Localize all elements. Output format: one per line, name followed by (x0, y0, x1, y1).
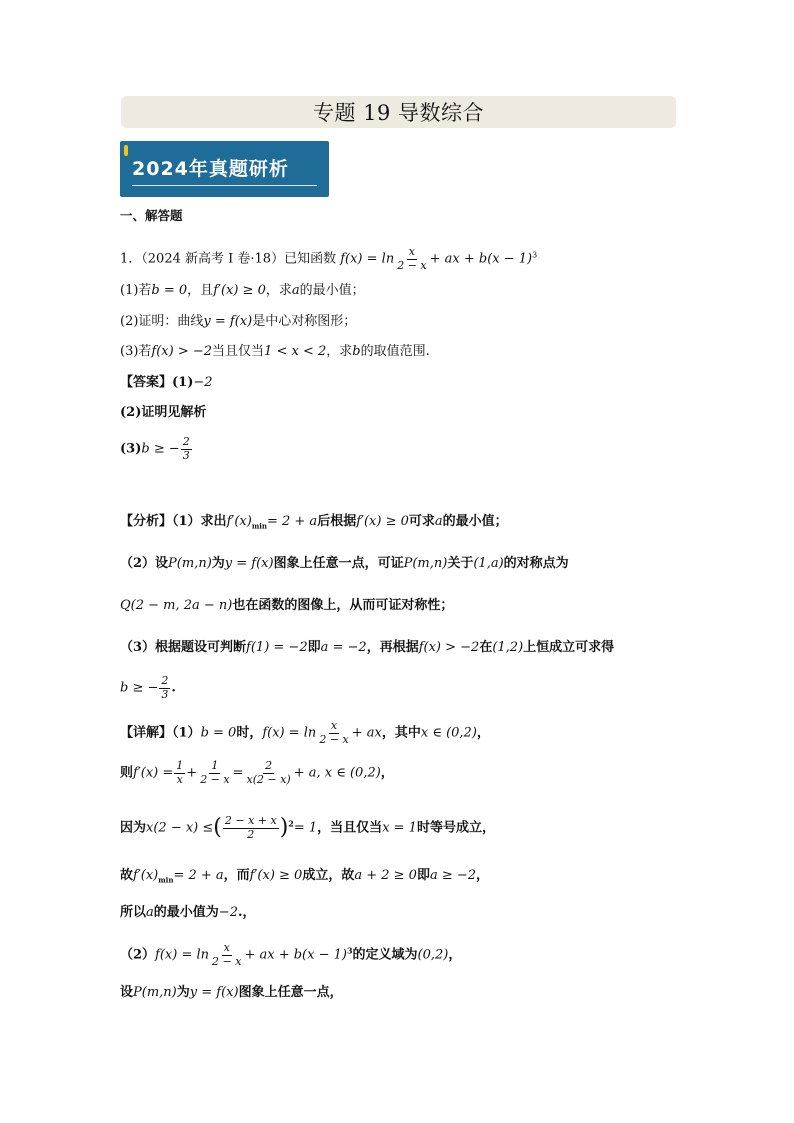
fraction (317, 720, 350, 746)
detail-5 (120, 906, 256, 919)
text: 是中心对称图形； (252, 314, 357, 329)
frac-num: 2 (182, 435, 190, 448)
fraction (210, 942, 243, 968)
math: (1,a) (473, 556, 504, 571)
text: ，其中 (381, 725, 421, 741)
math: P(m,n) (133, 985, 177, 1000)
math: f′(x) ≥ 0 (249, 868, 303, 883)
text: .， (237, 905, 256, 920)
math: + a, x ∈ (0,2) (293, 765, 381, 781)
math: = 1 (293, 820, 318, 836)
frac-den: 2 − x (397, 258, 427, 272)
function-fraction (395, 246, 428, 272)
math: f(x) = ln (155, 947, 210, 963)
answer-label: 【答案】 (120, 375, 173, 390)
text: (1)若 (120, 283, 152, 298)
math: f′(x) ≥ 0 (356, 514, 409, 529)
math: = 2 + a (173, 868, 224, 883)
document-title-bar (121, 96, 676, 128)
text: 也在函数的图像上，从而可证对称性； (232, 598, 454, 613)
text: 当且仅当 (212, 344, 265, 359)
text: （1） (172, 725, 201, 741)
math: b (352, 344, 361, 359)
text: 为 (176, 985, 190, 1000)
function-rest: + ax + b(x − 1) (429, 251, 533, 267)
problem-part-2 (120, 315, 356, 328)
math: P(m,n) (168, 556, 212, 571)
text: 则 (120, 765, 134, 781)
math: −2 (193, 375, 213, 390)
text: 即 (307, 640, 321, 655)
text: 图象上任意一点， (238, 985, 343, 1000)
text: 的最小值为 (153, 905, 219, 920)
text: ，且 (187, 283, 214, 298)
text: 的对称点为 (503, 556, 569, 571)
math: a ≥ −2 (429, 868, 477, 883)
math: b ≥ − (141, 441, 180, 457)
detail-2 (120, 760, 394, 786)
math: f′(x) (226, 514, 252, 529)
math: a + 2 ≥ 0 (354, 868, 417, 883)
text: 关于 (447, 556, 474, 571)
math: + ax + b(x − 1) (244, 947, 347, 963)
math: Q(2 − m, 2a − n) (120, 598, 233, 613)
text: 因为 (120, 820, 147, 836)
frac-den: 2 − x (200, 772, 230, 786)
text: 的取值范围. (360, 344, 430, 359)
text: ，而 (223, 868, 250, 883)
text: 上恒成立可求得 (523, 640, 615, 655)
frac-den: 3 (182, 448, 190, 462)
text: 成立，故 (302, 868, 355, 883)
detail-7 (120, 986, 343, 999)
text: (2)证明：曲线 (120, 314, 204, 329)
math-sub: min (158, 875, 174, 885)
text: 时， (236, 725, 263, 741)
text: 的最小值； (442, 514, 508, 529)
problem-source: （2024 新高考 I 卷·18）已知函数 (141, 251, 337, 267)
text: 即 (416, 868, 430, 883)
math: a (291, 283, 300, 298)
frac-num: x (330, 719, 338, 732)
problem-part-1 (120, 284, 365, 297)
math: f(1) = −2 (246, 640, 308, 655)
math: x(2 − x) ≤ (146, 820, 214, 836)
text: ， (448, 947, 462, 963)
text: ，求 (326, 344, 353, 359)
banner-notch (124, 145, 128, 156)
math: y = f(x) (189, 985, 239, 1000)
analysis-5 (120, 675, 176, 701)
paren-open: ( (213, 815, 222, 841)
text: 可求 (408, 514, 435, 529)
problem-part-3 (120, 345, 430, 358)
text: 图象上任意一点，可证 (273, 556, 404, 571)
math: y = f(x) (224, 556, 274, 571)
fraction (181, 436, 192, 462)
text: 所以 (120, 905, 147, 920)
paren-close: ) (279, 815, 289, 841)
text: ，再根据 (366, 640, 419, 655)
banner-text: 2024年真题研析 (132, 154, 317, 186)
math: b = 0 (151, 283, 188, 298)
text: （2）设 (120, 556, 169, 571)
text: ，求 (265, 283, 292, 298)
text: 的定义域为 (352, 947, 418, 963)
math: f′(x) ≥ 0 (213, 283, 266, 298)
answer-3 (120, 436, 193, 462)
math: f(x) = ln (262, 725, 317, 741)
text: 在 (479, 640, 493, 655)
year-banner (120, 141, 329, 197)
frac-num: x (223, 941, 230, 954)
text: ， (476, 868, 490, 883)
section-heading: 一、解答题 (120, 208, 183, 223)
math: (1,2) (492, 640, 524, 655)
frac-den: x(2 − x) (246, 772, 291, 786)
math: a (434, 514, 443, 529)
text: 后根据 (317, 514, 357, 529)
math: 1 < x < 2 (264, 344, 327, 359)
fraction (223, 815, 279, 841)
analysis-4 (120, 641, 614, 654)
math: a = −2 (320, 640, 367, 655)
frac-num: 2 (161, 674, 169, 687)
text: （2） (120, 947, 156, 963)
detail-4 (120, 869, 489, 884)
math: P(m,n) (403, 556, 448, 571)
frac-num: 1 (176, 759, 184, 772)
math: x ∈ (0,2) (420, 725, 477, 741)
function-exp: 3 (532, 250, 538, 260)
function-lhs: f(x) = ln (340, 251, 395, 267)
text: （1）求出 (172, 514, 227, 529)
math: + (186, 765, 198, 781)
math: a (146, 905, 154, 920)
text: . (171, 680, 176, 696)
math: f′(x) = (133, 765, 174, 781)
fraction (174, 760, 185, 786)
detail-3 (120, 815, 495, 841)
frac-den: 2 (247, 827, 255, 841)
frac-den: x (176, 772, 183, 786)
frac-den: 2 − x (319, 732, 349, 746)
math-exp: 2 (288, 818, 294, 829)
frac-num: x (408, 245, 416, 258)
problem-number: 1． (120, 251, 142, 267)
text: ，当且仅当 (317, 820, 383, 836)
text: 时等号成立， (416, 820, 495, 836)
math: f(x) > −2 (418, 640, 480, 655)
text: (3)若 (120, 344, 152, 359)
fraction (245, 760, 293, 786)
text: 故 (120, 868, 134, 883)
text: ， (476, 725, 490, 741)
analysis-label: 【分析】 (120, 514, 173, 529)
math: f(x) > −2 (151, 344, 213, 359)
fraction (159, 675, 170, 701)
frac-num: 2 (265, 759, 273, 772)
analysis-2 (120, 557, 569, 570)
text: (1) (172, 375, 194, 390)
text: 的最小值； (299, 283, 365, 298)
math-exp: 3 (346, 945, 353, 956)
detail-1 (120, 720, 490, 746)
analysis-3 (120, 599, 453, 612)
text: 为 (211, 556, 225, 571)
math: −2 (218, 905, 238, 920)
text: ， (380, 765, 394, 781)
text: 设 (120, 985, 134, 1000)
math: = 2 + a (266, 514, 318, 529)
math-sub: min (251, 521, 267, 531)
frac-den: 3 (161, 687, 169, 701)
math: (0,2) (417, 947, 449, 963)
math: b ≥ − (120, 680, 159, 696)
frac-num: 1 (211, 759, 219, 772)
frac-den: 2 − x (212, 954, 242, 968)
answer-2: (2)证明见解析 (120, 405, 207, 420)
math: f′(x) (133, 868, 159, 883)
document-title: 专题 19 导数综合 (312, 101, 485, 125)
frac-num: 2 − x + x (224, 814, 277, 827)
math: + ax (351, 725, 382, 741)
math: = (232, 765, 244, 781)
math: x = 1 (382, 820, 417, 836)
detail-6 (120, 942, 461, 968)
problem-statement (120, 246, 537, 272)
fraction (198, 760, 231, 786)
analysis-1 (120, 515, 508, 530)
detail-label: 【详解】 (120, 725, 173, 741)
math: b = 0 (200, 725, 237, 741)
text: （3）根据题设可判断 (120, 640, 247, 655)
math: y = f(x) (203, 314, 253, 329)
answer-1 (120, 376, 213, 389)
text: (3) (120, 441, 142, 457)
